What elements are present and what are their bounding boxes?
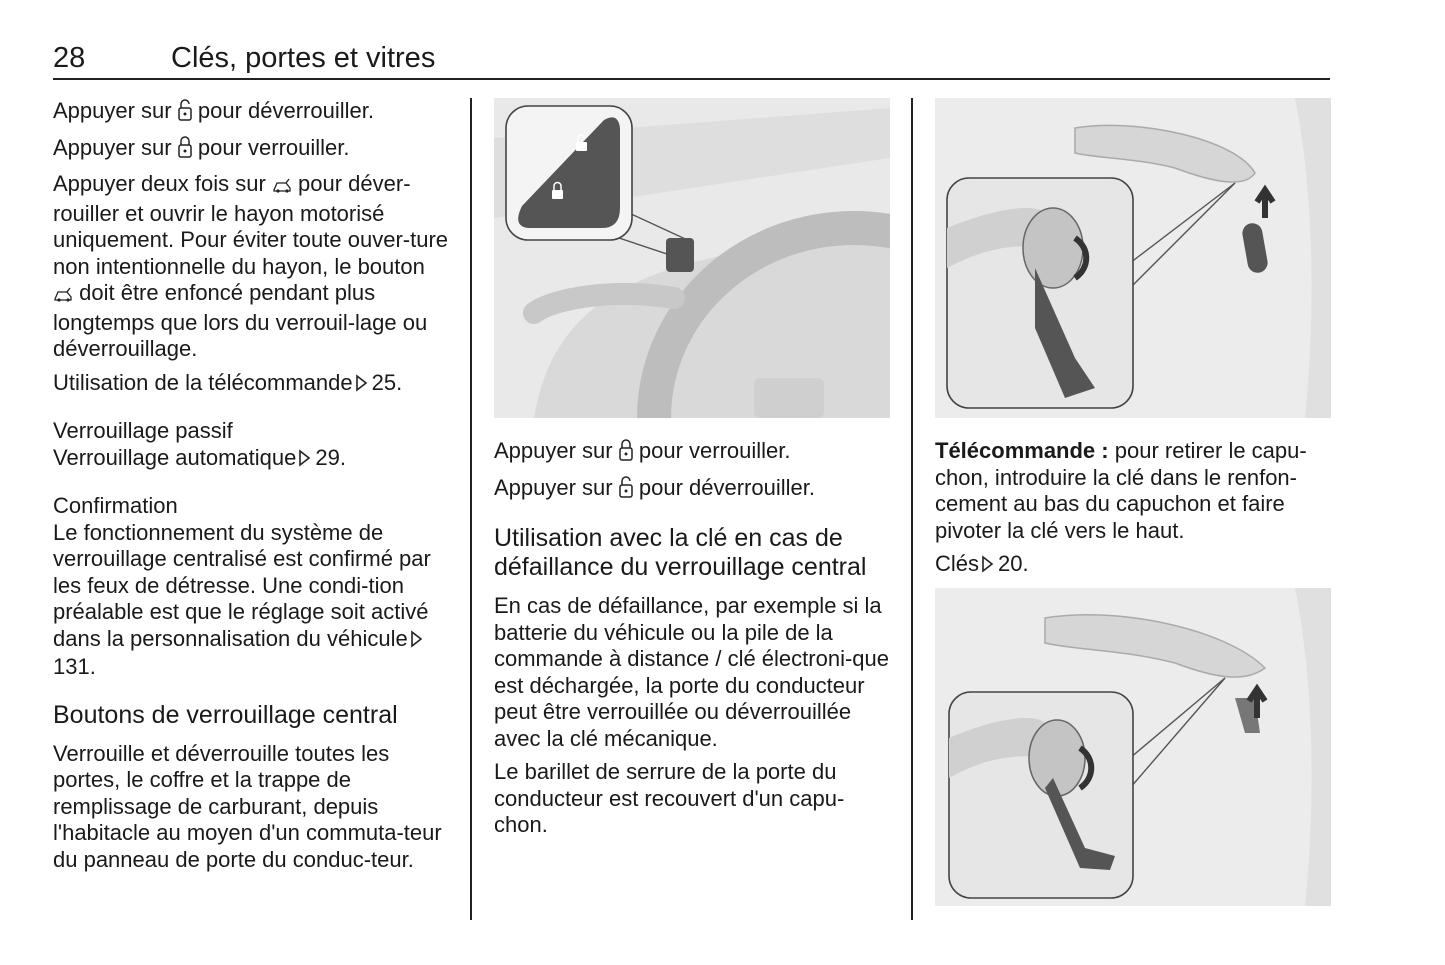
unlock-icon	[619, 476, 633, 505]
page-title: Clés, portes et vitres	[171, 42, 436, 74]
lock-icon	[178, 136, 192, 165]
central-lock-buttons-heading: Boutons de verrouillage central	[53, 700, 398, 729]
tailgate-icon	[272, 174, 292, 201]
keys-reference: Clés 20.	[935, 551, 1331, 580]
key-failure-text: En cas de défaillance, par exemple si la batterie du véhicule ou la pile de la commande à distance / clé électroni-que est déchargée, la porte du conducteur peut être verrouillée ou déverrouillée avec la clé mécanique.	[494, 593, 889, 751]
key-failure-heading: Utilisation avec la clé en cas de défaillance du verrouillage central	[494, 524, 867, 581]
door-lock-switch-illustration	[494, 98, 890, 418]
reference-arrow-icon	[981, 553, 994, 580]
column-left	[53, 98, 448, 880]
lock-icon	[619, 439, 633, 468]
column-middle	[494, 98, 890, 846]
reference-arrow-icon	[298, 447, 311, 474]
passive-lock-text: Verrouillage automatique 29.	[53, 445, 448, 474]
page-number: 28	[53, 42, 86, 74]
mechanical-key-cap-illustration	[935, 588, 1331, 906]
central-lock-buttons-text: Verrouille et déverrouille toutes les portes, le coffre et la trappe de remplissage de carburant, depuis l'habitacle au moyen d'un commuta-teur du panneau de porte du conduc-teur.	[53, 740, 442, 872]
column-divider	[911, 98, 913, 920]
unlock-instruction: Appuyer sur pour déverrouiller.	[53, 98, 448, 128]
column-right	[935, 98, 1331, 906]
column-divider	[470, 98, 472, 920]
unlock-icon	[178, 99, 192, 128]
remote-key-cap-illustration	[935, 98, 1331, 418]
unlock-instruction: Appuyer sur pour déverrouiller.	[494, 475, 890, 505]
tailgate-instruction: Appuyer deux fois sur pour déver-rouiller et ouvrir le hayon motorisé uniquement. Pour éviter toute ouver-ture non intentionnelle du hayon, le bouton doit être enfoncé pendant plus longtemps que lors du verrouil-lage ou déverrouillage.	[53, 171, 449, 361]
tailgate-icon	[53, 283, 73, 310]
page-header	[53, 40, 1330, 80]
confirmation-title: Confirmation	[53, 493, 178, 518]
reference-arrow-icon	[410, 628, 423, 655]
remote-cap-instruction: Télécommande : pour retirer le capu-chon, introduire la clé dans le renfon-cement au bas du capuchon et faire pivoter la clé vers le haut.	[935, 438, 1307, 543]
lock-cylinder-text: Le barillet de serrure de la porte du conducteur est recouvert d'un capu-chon.	[494, 759, 845, 837]
confirmation-text: Le fonctionnement du système de verrouillage centralisé est confirmé par les feux de détresse. Une condi-tion préalable est que le réglage soit activé dans la personnalisation du véhicule131.	[53, 519, 431, 679]
passive-lock-title: Verrouillage passif	[53, 418, 233, 443]
remote-reference: Utilisation de la télécommande 25.	[53, 370, 448, 399]
lock-instruction: Appuyer sur pour verrouiller.	[53, 135, 448, 165]
reference-arrow-icon	[355, 372, 368, 399]
lock-instruction: Appuyer sur pour verrouiller.	[494, 438, 890, 468]
